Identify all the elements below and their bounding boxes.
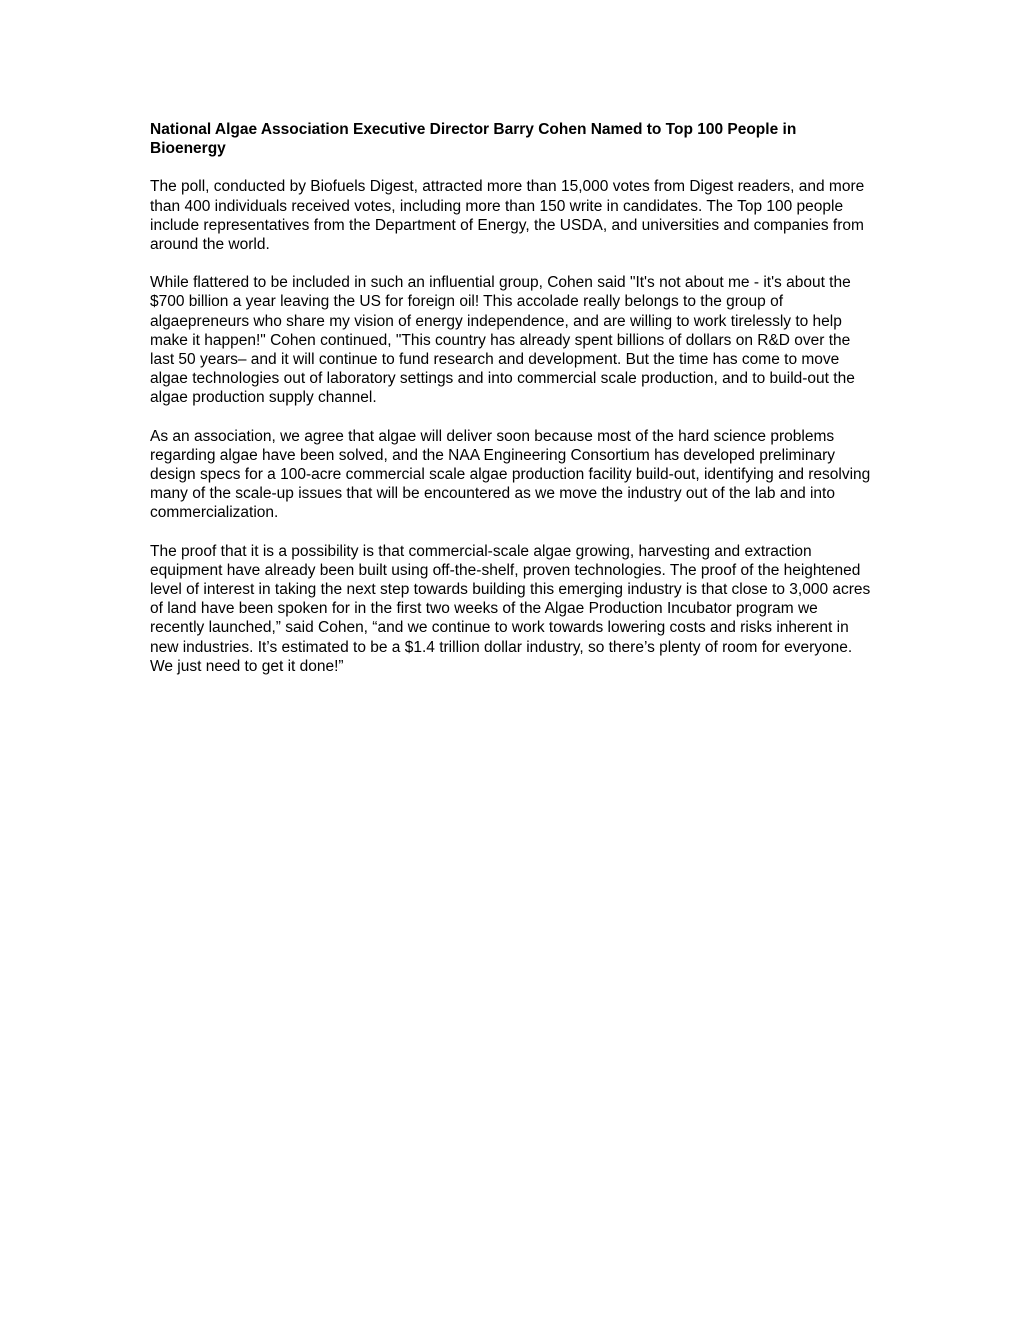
paragraph-cohen-quote: While flattered to be included in such an influential group, Cohen said "It's not about me - it's about the $700 billion a year leaving the US for foreign oil! This accolade really belongs to the group of algaepreneurs who share my vision of energy independence, and are willing to work tirelessly to help make it happen!" Cohen continued, "This country has already spent billions of dollars on R&D over the last 50 years– and it will continue to fund research and development. But the time has come to move algae technologies out of laboratory settings and into commercial scale production, and to build-out the algae production supply channel. bbox=[150, 274, 855, 407]
document-page bbox=[150, 120, 872, 695]
paragraph-poll: The poll, conducted by Biofuels Digest, attracted more than 15,000 votes from Digest readers, and more than 400 individuals received votes, including more than 150 write in candidates. The Top 100 people include representatives from the Department of Energy, the USDA, and universities and companies from around the world. bbox=[150, 178, 865, 254]
document-title: National Algae Association Executive Director Barry Cohen Named to Top 100 People in Bioenergy bbox=[150, 121, 797, 158]
paragraph-proof: The proof that it is a possibility is that commercial-scale algae growing, harvesting and extraction equipment have already been built using off-the-shelf, proven technologies. The proof of the heightened level of interest in taking the next step towards building this emerging industry is that close to 3,000 acres of land have been spoken for in the first two weeks of the Algae Production Incubator program we recently launched,” said Cohen, “and we continue to work towards lowering costs and risks inherent in new industries. It’s estimated to be a $1.4 trillion dollar industry, so there’s plenty of room for everyone. We just need to get it done!” bbox=[150, 542, 871, 675]
paragraph-association: As an association, we agree that algae will deliver soon because most of the hard science problems regarding algae have been solved, and the NAA Engineering Consortium has developed preliminary design specs for a 100-acre commercial scale algae production facility build-out, identifying and resolving many of the scale-up issues that will be encountered as we move the industry out of the lab and into commercialization. bbox=[150, 427, 871, 522]
